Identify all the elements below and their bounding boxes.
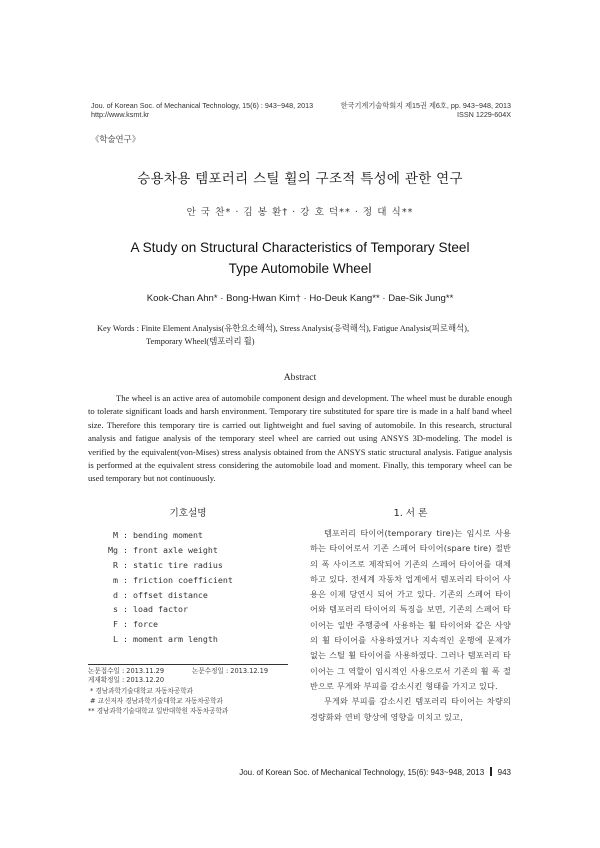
abstract-heading: Abstract — [283, 372, 317, 383]
issn: ISSN 1229-604X — [457, 110, 511, 119]
nomenclature-item: s : load factor — [113, 604, 188, 615]
nomenclature-heading: 기호설명 — [169, 508, 207, 519]
introduction-paragraph-1: 템포러리 타이어(temporary tire)는 임시로 사용하는 타이어로서 기존 스페어 타이어(spare tire) 절반의 폭 사이즈로 제작되어 기존의 스페어 타이어를 대체하고 있다. 전세계 자동차 업계에서 템포러리 타이어 사용은 이제 당연시 되어 가고 있다. 기존의 스페어 타이어와 템포러리 타이어의 특징을 보면, 기존의 스페어 타이어는 일반 주행중에 사용하는 휠 타이어와 같은 사양의 휠 타이어를 사용하였거나 지속적인 운행에 문제가 없는 스틸 휠 타이어를 사용하였다. 그러나 템포러리 타이어는 그 역할이 임시적인 사용으로서 기존의 휠 폭 절반으로 무게와 부피를 감소시킨 형태를 가지고 있다. — [310, 528, 511, 691]
title-english-line2: Type Automobile Wheel — [228, 261, 372, 276]
nomenclature-item: d : offset distance — [113, 589, 208, 600]
authors-korean: 안 국 찬* · 김 봉 환† · 강 호 덕** · 정 대 식** — [186, 207, 414, 218]
title-korean: 승용차용 템포러리 스틸 휠의 구조적 특성에 관한 연구 — [137, 171, 463, 187]
nomenclature-list — [88, 530, 233, 649]
introduction-paragraph-2: 무게와 부피를 감소시킨 템포러리 타이어는 차량의 경량화와 연비 향상에 영향을 미치고 있고, — [310, 696, 511, 722]
affiliation-2: # 교신저자 경남과학기술대학교 자동차공학과 — [90, 697, 223, 705]
article-type: 《학술연구》 — [91, 134, 141, 144]
date-revised: 논문수정일 : 2013.12.19 — [192, 667, 269, 675]
title-english — [0, 237, 600, 279]
nomenclature-item: R : static tire radius — [113, 559, 223, 570]
journal-url: http://www.ksmt.kr — [91, 110, 150, 119]
affiliation-3: ** 경남과학기술대학교 일반대학원 자동차공학과 — [88, 707, 229, 715]
affiliation-1: * 경남과학기술대학교 자동차공학과 — [90, 687, 194, 695]
date-received: 논문접수일 : 2013.11.29 — [88, 667, 165, 675]
footnote-divider — [88, 664, 288, 665]
nomenclature-item: m : friction coefficient — [113, 574, 233, 585]
journal-citation-left: Jou. of Korean Soc. of Mechanical Technology, 15(6) : 943~948, 2013 — [91, 101, 314, 110]
nomenclature-item: L : moment arm length — [113, 634, 218, 645]
abstract-text: The wheel is an active area of automobile component design and development. The wheel must be durable enough to tolerate significant loads and harsh environment. Temporary tire substituted for spare tire is made in a half band wheel size. Therefore this temporary tire is carried out lightweight and fuel saving of automobile. In this research, structural analysis and fatigue analysis of the temporary steel wheel are carried out using ANSYS 3D-modeling. The model is verified by the equivalent(von-Mises) stress analysis obtained from the ANSYS static structural analysis. Fatigue analysis is performed at the equivalent stress considering the automobile load and moment. Finally, this temporary wheel can be used temporary but not continuously. — [88, 393, 512, 484]
keywords-line2: Temporary Wheel(템포러리 휠) — [146, 337, 255, 346]
nomenclature-item: M : bending moment — [113, 530, 203, 540]
page-footer — [239, 767, 511, 777]
journal-citation-right: 한국기계기술학회지 제15권 제6호, pp. 943~948, 2013 — [340, 101, 511, 110]
date-accepted: 게재확정일 : 2013.12.20 — [88, 676, 165, 684]
footer-separator — [490, 767, 492, 776]
nomenclature-item: Mg : front axle weight — [108, 544, 218, 555]
keywords-line1: Key Words : Finite Element Analysis(유한요소해석), Stress Analysis(응력해석), Fatigue Analysis(피로해석), — [97, 324, 470, 333]
footer-citation: Jou. of Korean Soc. of Mechanical Technology, 15(6): 943~948, 2013 — [239, 768, 485, 777]
authors-english: Kook-Chan Ahn* · Bong-Hwan Kim† · Ho-Deuk Kang** · Dae-Sik Jung** — [146, 293, 454, 304]
title-english-line1: A Study on Structural Characteristics of Temporary Steel — [130, 240, 470, 255]
page-number: 943 — [497, 768, 511, 777]
introduction-heading: 1. 서 론 — [393, 508, 428, 519]
nomenclature-item: F : force — [113, 619, 158, 630]
introduction-body — [310, 526, 511, 725]
